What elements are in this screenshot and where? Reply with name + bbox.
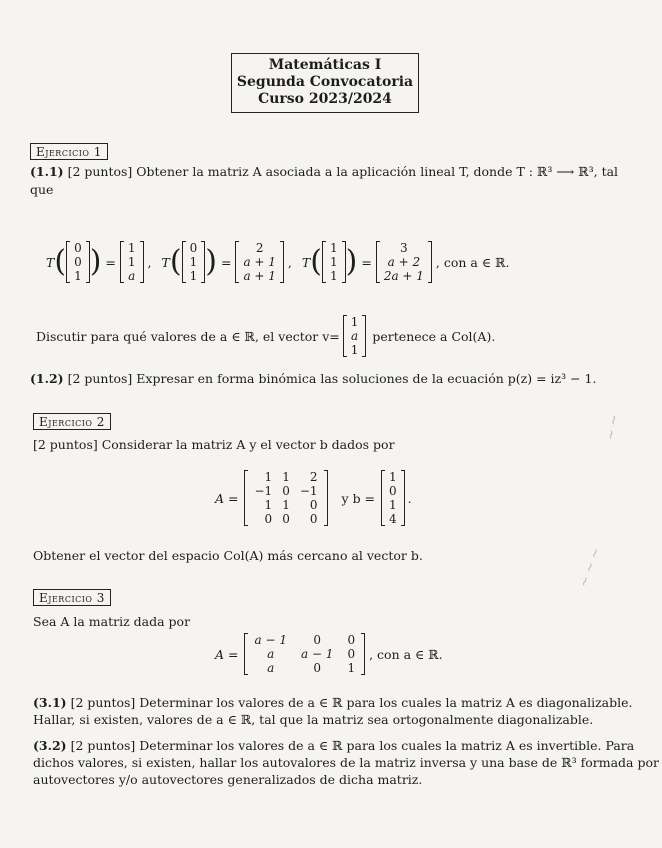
exercise-3-intro: Sea A la matriz dada por	[33, 614, 191, 629]
problem-text: [2 puntos] Obtener la matriz A asociada a la aplicación lineal T, donde T : ℝ³ ⟶ ℝ³, tal	[67, 164, 619, 179]
condition-a: , con a ∈ ℝ.	[435, 254, 510, 270]
exercise-3-label: Ejercicio 3	[33, 589, 111, 606]
problem-3-2	[33, 737, 634, 754]
vector-T1-in: 0 0 1	[66, 241, 90, 283]
linear-map-conditions: T ( 0 0 1 ) = 1 1 a , T ( 0 1 1 ) = 2 a + 1 a + 1 , T ( 1 1 1 ) = 3 a + 2 2a + 1 , con a ∈ ℝ.	[46, 241, 510, 283]
matrix-A-label: A =	[215, 490, 239, 506]
vector-T3-in: 1 1 1	[322, 241, 346, 283]
problem-1-2	[30, 370, 596, 387]
problem-3-1	[33, 694, 633, 711]
problem-text: [2 puntos] Expresar en forma binómica las soluciones de la ecuación p(z) = iz³ − 1.	[67, 371, 597, 386]
exercise-2-matrices: A = 1 1 2 −1 0 −1 1 1 0 0 0 0 y b = 1 0 1 4 .	[215, 470, 412, 526]
problem-1-1	[30, 163, 618, 180]
vector-T1-out: 1 1 a	[120, 241, 144, 283]
year-title: Curso 2023/2024	[258, 91, 392, 107]
exam-title-box	[231, 53, 419, 113]
problem-text-cont: dichos valores, si existen, hallar los autovalores de la matriz inversa y una base de ℝ³ formada por	[33, 755, 659, 770]
problem-number: (1.2)	[30, 371, 64, 386]
problem-text: [2 puntos] Determinar los valores de a ∈ ℝ para los cuales la matriz A es diagonalizable.	[70, 695, 633, 710]
problem-text-cont: Hallar, si existen, valores de a ∈ ℝ, tal que la matriz sea ortogonalmente diagonalizable.	[33, 712, 594, 727]
exercise-2-question: Obtener el vector del espacio Col(A) más cercano al vector b.	[33, 548, 423, 563]
matrix-A: 1 1 2 −1 0 −1 1 1 0 0 0 0	[244, 470, 327, 526]
vector-T2-in: 0 1 1	[182, 241, 206, 283]
exercise-2-label: Ejercicio 2	[33, 413, 111, 430]
problem-text-cont: autovectores y/o autovectores generalizados de dicha matriz.	[33, 772, 423, 787]
pencil-doodle: ~ ~	[603, 413, 623, 442]
call-title: Segunda Convocatoria	[236, 74, 414, 90]
vector-T2-out: 2 a + 1 a + 1	[235, 241, 283, 283]
discuss-text-end: pertenece a Col(A).	[372, 328, 496, 344]
pencil-doodle: ~ ~ ~	[576, 545, 605, 590]
problem-number: (3.1)	[33, 695, 67, 710]
condition-a: , con a ∈ ℝ.	[369, 646, 443, 662]
problem-number: (3.2)	[33, 738, 67, 753]
problem-text: [2 puntos] Determinar los valores de a ∈ ℝ para los cuales la matriz A es invertible. Para	[70, 738, 635, 753]
vector-b: 1 0 1 4	[381, 470, 405, 526]
exercise-3-matrix	[215, 628, 443, 680]
discuss-statement	[36, 312, 495, 360]
vector-v: 1 a 1	[343, 315, 367, 357]
course-title: Matemáticas I	[268, 57, 382, 73]
matrix-A: a − 1 0 0 a a − 1 0 a 0 1	[244, 633, 365, 675]
matrix-A-label: A =	[215, 646, 239, 662]
problem-text-cont: que	[30, 182, 54, 197]
discuss-text: Discutir para qué valores de a ∈ ℝ, el vector v=	[36, 328, 340, 344]
exercise-1-label: Ejercicio 1	[30, 143, 108, 160]
exercise-2-intro: [2 puntos] Considerar la matriz A y el vector b dados por	[33, 437, 395, 452]
vector-T3-out: 3 a + 2 2a + 1	[376, 241, 432, 283]
vector-b-label: y b =	[341, 490, 376, 506]
symbol-T: T	[46, 254, 55, 270]
problem-number: (1.1)	[30, 164, 64, 179]
